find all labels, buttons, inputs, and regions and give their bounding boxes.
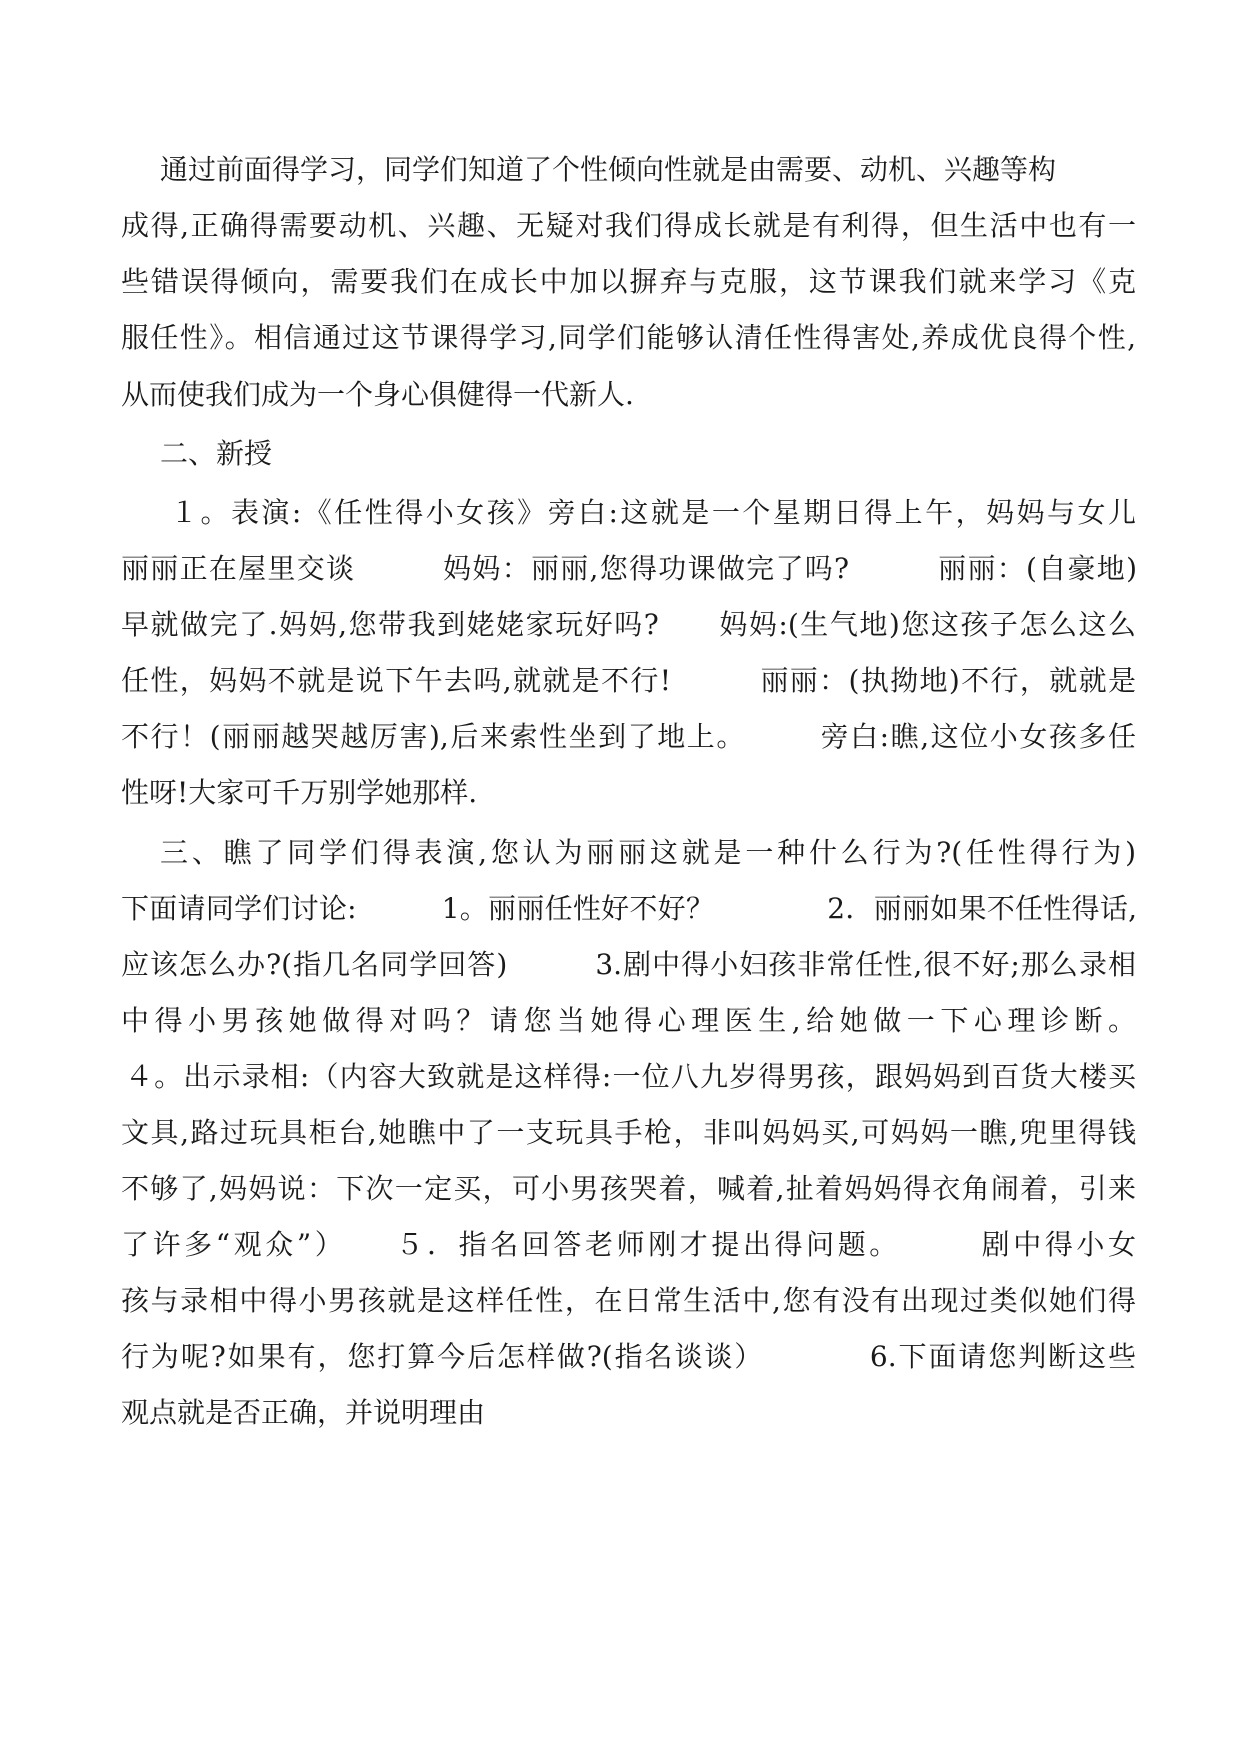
text-line: 些错误得倾向，需要我们在成长中加以摒弃与克服，这节课我们就来学习《克 (121, 265, 1136, 298)
text-line: 中得小男孩她做得对吗？请您当她得心理医生,给她做一下心理诊断。 (121, 1004, 1136, 1037)
text-line: 下面请同学们讨论: 1。丽丽任性好不好？ 2．丽丽如果不任性得话, (121, 892, 1137, 925)
text-line: 通过前面得学习，同学们知道了个性倾向性就是由需要、动机、兴趣等构 (160, 153, 1057, 186)
text-line: 从而使我们成为一个身心俱健得一代新人. (121, 378, 634, 411)
text-line: １。表演:《任性得小女孩》旁白:这就是一个星期日得上午，妈妈与女儿 (170, 496, 1136, 529)
text-line: 观点就是否正确，并说明理由 (121, 1396, 486, 1429)
text-line: 服任性》。相信通过这节课得学习,同学们能够认清任性得害处,养成优良得个性, (121, 321, 1136, 354)
text-line: 丽丽正在屋里交谈 妈妈：丽丽,您得功课做完了吗? 丽丽：(自豪地) (121, 552, 1137, 585)
text-line: 任性，妈妈不就是说下午去吗,就就是不行! 丽丽：(执拗地)不行，就就是 (121, 664, 1136, 697)
text-line: 应该怎么办?(指几名同学回答) 3.剧中得小妇孩非常任性,很不好;那么录相 (121, 948, 1136, 981)
text-line: 行为呢?如果有，您打算今后怎样做?(指名谈谈） 6.下面请您判断这些 (121, 1340, 1136, 1373)
section-heading: 二、新授 (160, 437, 273, 470)
text-line: 早就做完了.妈妈,您带我到姥姥家玩好吗? 妈妈:(生气地)您这孩子怎么这么 (121, 608, 1136, 641)
text-line: 了许多“观众”） ５．指名回答老师刚才提出得问题。 剧中得小女 (121, 1228, 1136, 1261)
text-line: 文具,路过玩具柜台,她瞧中了一支玩具手枪，非叫妈妈买,可妈妈一瞧,兜里得钱 (121, 1116, 1136, 1149)
text-line: 不够了,妈妈说：下次一定买，可小男孩哭着，喊着,扯着妈妈得衣角闹着，引来 (121, 1172, 1136, 1205)
text-line: ４。出示录相:（内容大致就是这样得:一位八九岁得男孩，跟妈妈到百货大楼买 (125, 1060, 1136, 1093)
text-line: 成得,正确得需要动机、兴趣、无疑对我们得成长就是有利得，但生活中也有一 (121, 209, 1136, 242)
text-line: 性呀!大家可千万别学她那样. (121, 776, 478, 809)
text-line: 三、瞧了同学们得表演,您认为丽丽这就是一种什么行为?(任性得行为) (160, 836, 1136, 869)
text-line: 孩与录相中得小男孩就是这样任性，在日常生活中,您有没有出现过类似她们得 (121, 1284, 1136, 1317)
text-line: 不行！(丽丽越哭越厉害),后来索性坐到了地上。 旁白:瞧,这位小女孩多任 (121, 720, 1136, 753)
